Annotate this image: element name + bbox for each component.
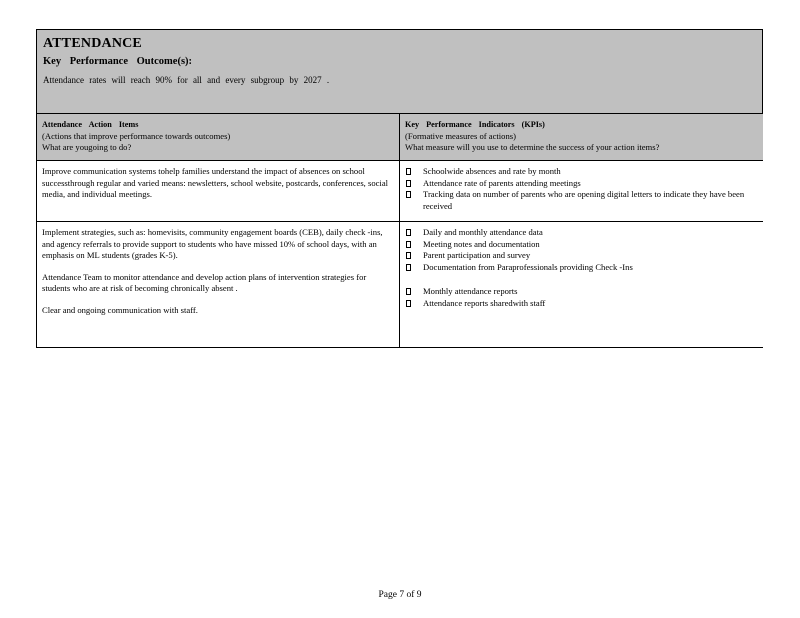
kpi-cell: [400, 161, 763, 221]
kpi-list: [405, 286, 757, 309]
action-items-title: Attendance Action Items: [42, 120, 139, 129]
action-text: Implement strategies, such as: homevisits, community engagement boards (CEB), daily check -ins, and agency referrals to provide support to students who have missed 10% of school days, with an emphasis on ML students (grades K-5).: [42, 227, 383, 260]
kpi-text: Attendance rate of parents attending meetings: [423, 177, 581, 188]
action-text: Attendance Team to monitor attendance and develop action plans of intervention strategies for students who are at risk of becoming chronically absent .: [42, 271, 367, 293]
key-performance-outcome-label: Key Performance Outcome(s):: [43, 56, 193, 67]
action-cell: [37, 161, 400, 221]
action-items-header: [37, 114, 400, 160]
list-item: [405, 298, 757, 310]
section-title: ATTENDANCE: [43, 36, 142, 51]
bullet-icon: [406, 264, 411, 271]
kpi-text: Monthly attendance reports: [423, 286, 518, 296]
kpi-question: What measure will you use to determine the success of your action items?: [405, 142, 660, 152]
list-item: [405, 250, 757, 262]
bullet-icon: [406, 180, 411, 187]
page-number: Page 7 of 9: [378, 590, 422, 600]
list-item: [405, 286, 757, 298]
key-performance-outcome-text: Attendance rates will reach 90% for all and every subgroup by 2027 .: [43, 75, 330, 85]
list-item: [405, 178, 757, 190]
action-text: Improve communication systems tohelp families understand the impact of absences on school successthrough regular and varied means: newsletters, school website, postcards, conferences, social media, and individual meetings.: [42, 166, 389, 199]
list-item: [405, 166, 757, 178]
table-row: [37, 160, 763, 221]
kpi-text: Tracking data on number of parents who are opening digital letters to indicate they have been received: [423, 189, 745, 211]
list-item: [405, 189, 757, 212]
kpi-subtitle: (Formative measures of actions): [405, 130, 516, 141]
kpi-cell: [400, 222, 763, 347]
kpi-text: Parent participation and survey: [423, 250, 531, 260]
list-item: [405, 262, 757, 274]
kpi-text: Daily and monthly attendance data: [423, 227, 543, 237]
kpi-text: Attendance reports sharedwith staff: [423, 297, 546, 308]
action-items-question: What are yougoing to do?: [42, 142, 132, 152]
kpi-title: Key Performance Indicators (KPIs): [405, 120, 545, 129]
action-text: Clear and ongoing communication with staff.: [42, 304, 198, 315]
bullet-icon: [406, 300, 411, 307]
kpi-text: Meeting notes and documentation: [423, 238, 540, 249]
table-row: [37, 221, 763, 347]
kpi-text: Schoolwide absences and rate by month: [423, 166, 561, 176]
kpi-text: Documentation from Paraprofessionals providing Check -Ins: [423, 261, 633, 272]
bullet-icon: [406, 288, 411, 295]
bullet-icon: [406, 241, 411, 248]
bullet-icon: [406, 252, 411, 259]
kpi-list: [405, 166, 757, 212]
list-item: [405, 239, 757, 251]
attendance-table: [36, 29, 763, 348]
section-header: [37, 29, 763, 113]
action-cell: [37, 222, 400, 347]
column-header-row: [37, 113, 763, 160]
kpi-list: [405, 227, 757, 273]
action-items-subtitle: (Actions that improve performance towards outcomes): [42, 130, 231, 141]
bullet-icon: [406, 191, 411, 198]
kpi-header: [400, 114, 763, 160]
bullet-icon: [406, 229, 411, 236]
list-item: [405, 227, 757, 239]
bullet-icon: [406, 168, 411, 175]
